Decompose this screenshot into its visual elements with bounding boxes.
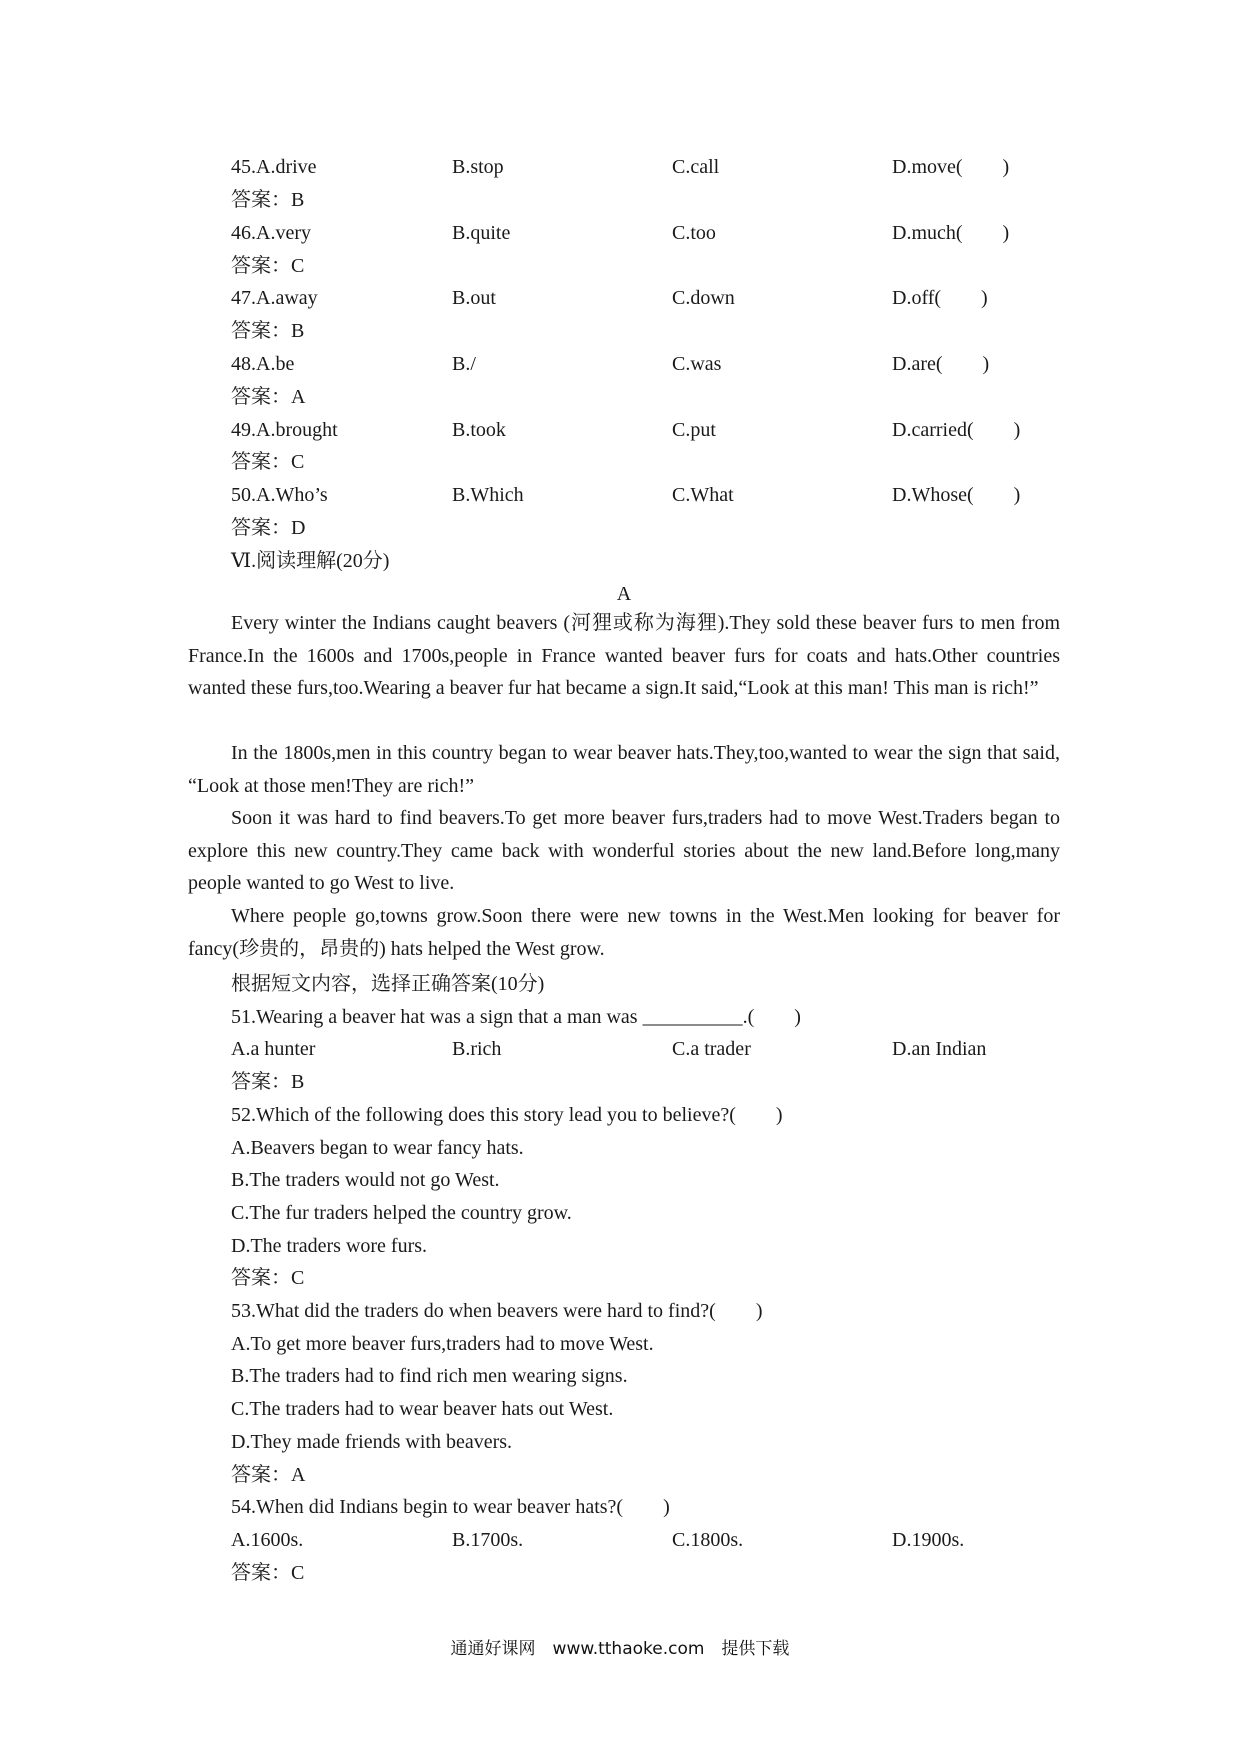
option-b: B./ — [452, 353, 476, 375]
passage-label: A — [616, 583, 632, 605]
option-d: D.much( ) — [892, 222, 1010, 244]
passage-paragraph-1: Every winter the Indians caught beavers (河狸或称为海狸).They sold these beaver furs to men from France.In the 1600s and 1700s,people in France wanted beaver furs for coats and hats.Other countries wanted these furs,too.Wearing a beaver fur hat became a sign.It said,“Look at this man! This man is rich!” — [188, 612, 1060, 700]
option-a: 45.A.drive — [231, 156, 317, 178]
option-b: B.The traders would not go West. — [231, 1169, 500, 1191]
option-b: B.rich — [452, 1038, 502, 1060]
option-c: C.The traders had to wear beaver hats out West. — [231, 1398, 614, 1420]
passage-paragraph-3: Soon it was hard to find beavers.To get more beaver furs,traders had to move West.Traders began to explore this new country.They came back with wonderful stories about the new land.Before long,many people wanted to go West to live. — [188, 807, 1060, 895]
option-c: C.The fur traders helped the country grow. — [231, 1202, 572, 1224]
option-c: C.1800s. — [672, 1529, 744, 1551]
option-b: B.1700s. — [452, 1529, 524, 1551]
option-c: C.too — [672, 222, 716, 244]
option-a: A.1600s. — [231, 1529, 304, 1551]
option-a: 48.A.be — [231, 353, 295, 375]
passage-paragraph-2: In the 1800s,men in this country began to wear beaver hats.They,too,wanted to wear the sign that said, “Look at those men!They are rich!” — [188, 742, 1060, 797]
page-footer: 通通好课网 www.tthaoke.com 提供下载 — [450, 1639, 790, 1659]
question-stem: 54.When did Indians begin to wear beaver hats?( ) — [231, 1496, 670, 1518]
option-d: D.move( ) — [892, 156, 1010, 178]
option-c: C.was — [672, 353, 722, 375]
instruction: 根据短文内容，选择正确答案(10分) — [231, 973, 545, 995]
answer: 答案：C — [231, 451, 305, 473]
question-stem: 53.What did the traders do when beavers were hard to find?( ) — [231, 1300, 763, 1322]
answer: 答案：A — [231, 1464, 306, 1486]
option-a: 47.A.away — [231, 287, 318, 309]
option-d: D.1900s. — [892, 1529, 965, 1551]
option-a: 49.A.brought — [231, 419, 338, 441]
option-c: C.What — [672, 484, 734, 506]
option-c: C.down — [672, 287, 735, 309]
option-b: B.out — [452, 287, 496, 309]
option-b: B.The traders had to find rich men wearing signs. — [231, 1365, 628, 1387]
option-a: A.a hunter — [231, 1038, 316, 1060]
answer: 答案：A — [231, 386, 306, 408]
option-c: C.put — [672, 419, 716, 441]
answer: 答案：B — [231, 1071, 305, 1093]
option-b: B.took — [452, 419, 506, 441]
option-d: D.Whose( ) — [892, 484, 1021, 506]
answer: 答案：C — [231, 255, 305, 277]
option-a: 50.A.Who’s — [231, 484, 328, 506]
question-stem: 51.Wearing a beaver hat was a sign that a man was __________.( ) — [231, 1006, 801, 1028]
option-c: C.call — [672, 156, 720, 178]
option-a: A.To get more beaver furs,traders had to move West. — [231, 1333, 654, 1355]
option-d: D.off( ) — [892, 287, 988, 309]
question-stem: 52.Which of the following does this story lead you to believe?( ) — [231, 1104, 783, 1126]
option-c: C.a trader — [672, 1038, 751, 1060]
answer: 答案：B — [231, 189, 305, 211]
option-a: A.Beavers began to wear fancy hats. — [231, 1137, 524, 1159]
option-d: D.an Indian — [892, 1038, 987, 1060]
option-d: D.carried( ) — [892, 419, 1021, 441]
section-title: Ⅵ.阅读理解(20分) — [231, 550, 390, 572]
answer: 答案：B — [231, 320, 305, 342]
option-b: B.stop — [452, 156, 504, 178]
answer: 答案：D — [231, 517, 306, 539]
option-b: B.quite — [452, 222, 511, 244]
option-d: D.They made friends with beavers. — [231, 1431, 513, 1453]
option-d: D.The traders wore furs. — [231, 1235, 428, 1257]
answer: 答案：C — [231, 1562, 305, 1584]
option-d: D.are( ) — [892, 353, 990, 375]
option-a: 46.A.very — [231, 222, 311, 244]
option-b: B.Which — [452, 484, 524, 506]
passage-paragraph-4: Where people go,towns grow.Soon there were new towns in the West.Men looking for beaver for fancy(珍贵的，昂贵的) hats helped the West grow. — [188, 905, 1060, 960]
answer: 答案：C — [231, 1267, 305, 1289]
